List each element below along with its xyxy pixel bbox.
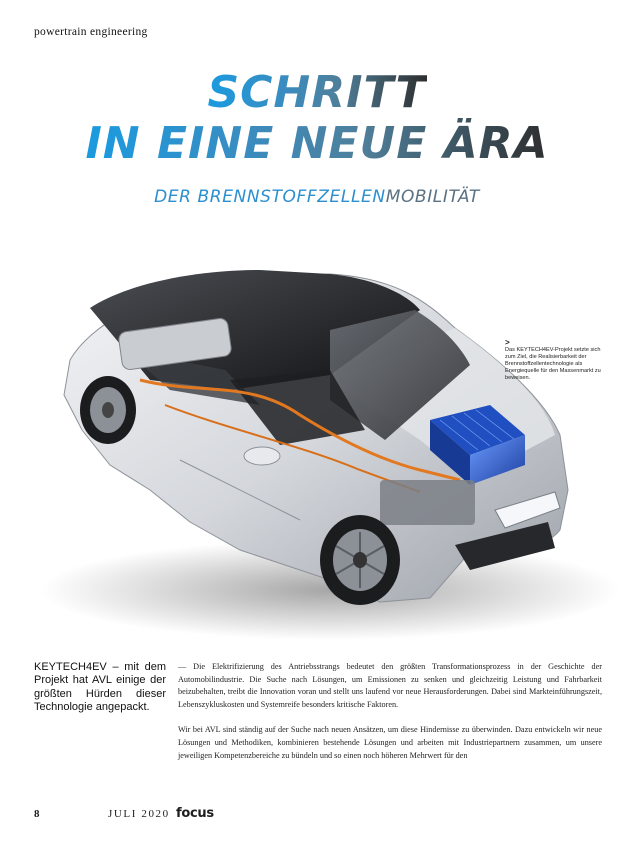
headline-line-1-text: SCHRITT <box>207 67 427 118</box>
subtitle <box>0 187 634 207</box>
front-wheel <box>320 515 400 605</box>
chevron-right-icon: > <box>505 338 510 347</box>
headline-line-2-text: IN EINE NEUE ÄRA <box>85 118 549 169</box>
car-cutaway-illustration <box>0 230 634 650</box>
teaser-text: KEYTECH4EV – mit dem Projekt hat AVL einige der größten Hürden dieser Technologie angepackt. <box>34 661 166 714</box>
headline-line-2 <box>0 119 634 169</box>
headline-line-1 <box>0 68 634 118</box>
body-paragraph-2: Wir bei AVL sind ständig auf der Suche nach neuen Ansätzen, um diese Hindernisse zu überwinden. Dazu entwickeln wir neue Lösungen und Methodiken, kombinieren bestehende Lösungen und arbeiten mit Industriepartnern zusammen, um unsere jeweiligen Kompetenzbereiche zu bündeln und so einen noch höheren Mehrwert für den <box>178 725 602 760</box>
side-mirror <box>244 447 280 465</box>
magazine-brand: focus <box>176 806 214 821</box>
engine-bay-components <box>380 480 475 525</box>
body-paragraph-1: — Die Elektrifizierung des Antriebsstrangs bedeutet den größten Transformationsprozess in der Geschichte der Automobilindustrie. Die Suche nach Lösungen, um Emissionen zu senken und gleichzeitig Leistung und Fahrbarkeit beizubehalten, treibt die Innovation voran und stellt uns laufend vor neue Herausforderungen. Dabei sind Markteinführungszeit, Lebenszykluskosten und Systemreife besonders kritische Faktoren. <box>178 662 602 709</box>
rear-wheel <box>80 376 136 444</box>
page-number: 8 <box>34 808 40 820</box>
caption-text: Das KEYTECH4EV-Projekt setzte sich zum Ziel, die Realisierbarkeit der Brennstoffzellentechnologie als Energiequelle für den Massenmarkt zu beweisen. <box>505 347 601 381</box>
subtitle-part-1: DER BRENNSTOFFZELLEN <box>154 187 386 207</box>
section-label: powertrain engineering <box>34 26 148 38</box>
image-caption <box>505 339 605 382</box>
subtitle-part-2: MOBILITÄT <box>385 187 480 207</box>
issue-date: JULI 2020 <box>108 808 170 820</box>
body-text <box>178 661 602 775</box>
